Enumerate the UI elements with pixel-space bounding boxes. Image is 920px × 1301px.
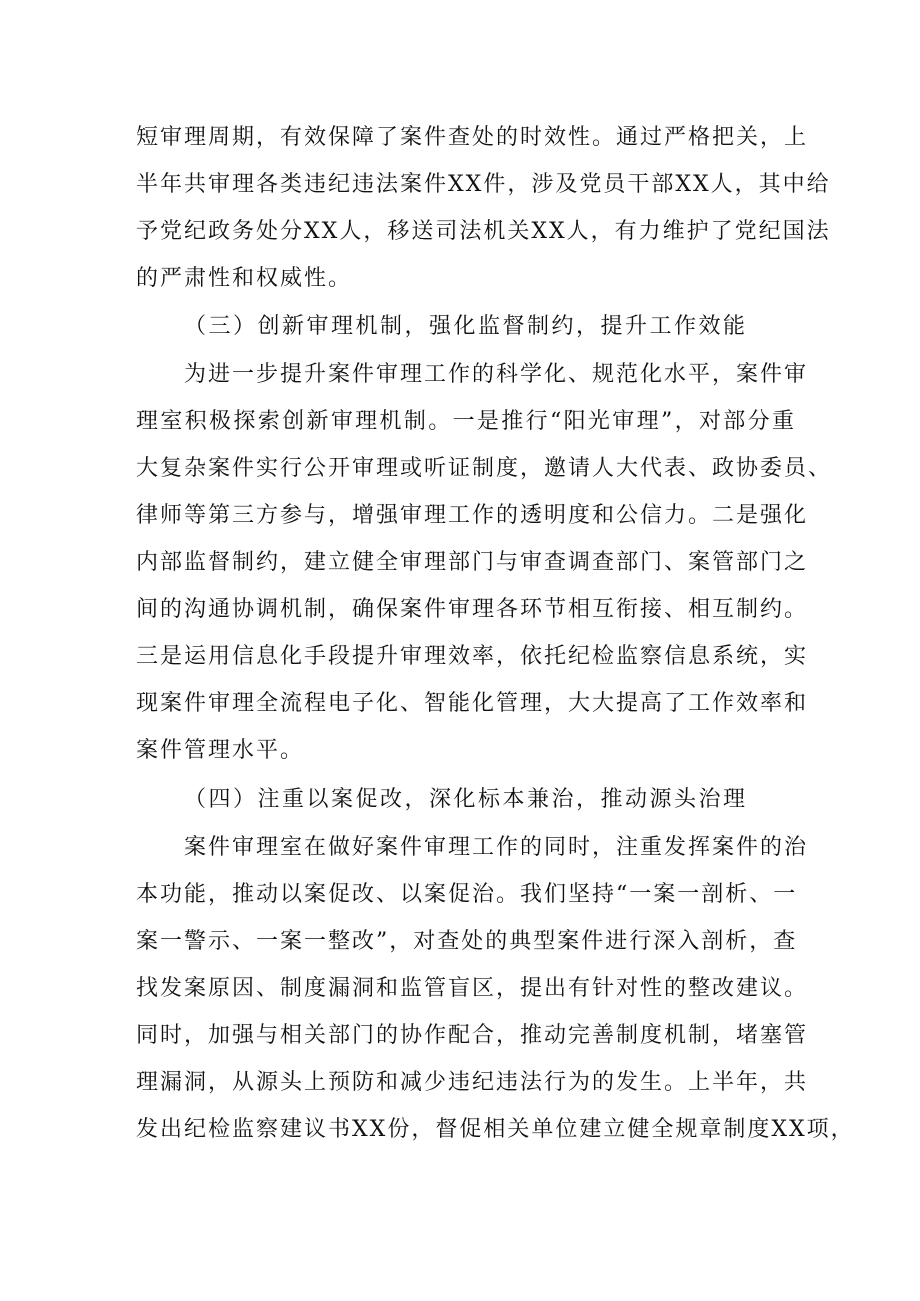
body-line: 短审理周期，有效保障了案件查处的时效性。通过严格把关，上: [136, 125, 809, 150]
body-line: 找发案原因、制度漏洞和监管盲区，提出有针对性的整改建议。: [136, 976, 809, 1001]
body-line: 案一警示、一案一整改”，对查处的典型案件进行深入剖析，查: [136, 929, 798, 954]
body-line: 半年共审理各类违纪违法案件XX件，涉及党员干部XX人，其中给: [136, 172, 831, 197]
body-line: 理漏洞，从源头上预防和减少违纪违法行为的发生。上半年，共: [136, 1070, 809, 1095]
body-line: 内部监督制约，建立健全审理部门与审查调查部门、案管部门之: [136, 550, 809, 575]
body-line: 大复杂案件实行公开审理或听证制度，邀请人大代表、政协委员、: [136, 456, 833, 481]
body-line: 本功能，推动以案促改、以案促治。我们坚持“一案一剖析、一: [136, 882, 798, 907]
body-line: 理室积极探索创新审理机制。一是推行“阳光审理”，对部分重: [136, 409, 796, 434]
body-line: 律师等第三方参与，增强审理工作的透明度和公信力。二是强化: [136, 503, 809, 528]
body-line: 三是运用信息化手段提升审理效率，依托纪检监察信息系统，实: [136, 644, 809, 669]
body-line: 案件管理水平。: [136, 738, 305, 763]
body-line: 间的沟通协调机制，确保案件审理各环节相互衔接、相互制约。: [136, 597, 809, 622]
body-line: 予党纪政务处分XX人，移送司法机关XX人，有力维护了党纪国法: [136, 219, 831, 244]
section-heading-4: （四）注重以案促改，深化标本兼治，推动源头治理: [184, 787, 748, 812]
body-line: 发出纪检监察建议书XX份，督促相关单位建立健全规章制度XX项，: [136, 1117, 855, 1142]
section-heading-3: （三）创新审理机制，强化监督制约，提升工作效能: [184, 314, 748, 339]
body-line: 同时，加强与相关部门的协作配合，推动完善制度机制，堵塞管: [136, 1023, 809, 1048]
paragraph-first-line: 案件审理室在做好案件审理工作的同时，注重发挥案件的治: [184, 835, 809, 860]
body-line: 现案件审理全流程电子化、智能化管理，大大提高了工作效率和: [136, 691, 809, 716]
paragraph-first-line: 为进一步提升案件审理工作的科学化、规范化水平，案件审: [184, 362, 809, 387]
body-line: 的严肃性和权威性。: [136, 266, 353, 291]
